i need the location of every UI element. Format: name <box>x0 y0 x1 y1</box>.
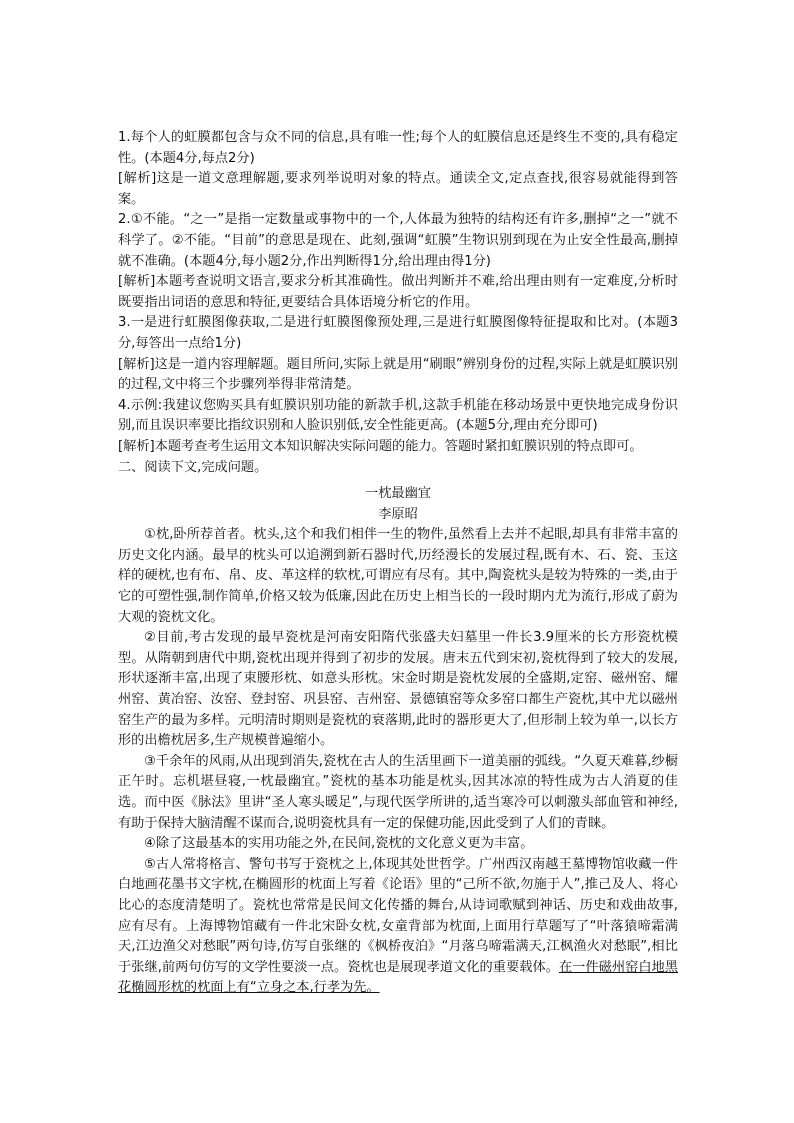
article-paragraph-5-text: ⑤古人常将格言、警句书写于瓷枕之上,体现其处世哲学。广州西汉南越王墓博物馆收藏一件白地画花墨书文字枕,在椭圆形的枕面上写着《论语》里的“己所不欲,勿施于人”,推己及人、将心比心的态度清楚明了。瓷枕也常常是民间文化传播的舞台,从诗词歌赋到神话、历史和戏曲故事,应有尽有。上海博物馆藏有一件北宋卧女枕,女童背部为枕面,上面用行草题写了“叶落猿啼霜满天,江边渔父对愁眠”两句诗,仿写自张继的《枫桥夜泊》“月落乌啼霜满天,江枫渔火对愁眠”,相比于张继,前两句仿写的文学性要淡一点。瓷枕也是展现孝道文化的重要载体。 <box>118 856 678 975</box>
answer-4-analysis: [解析]本题考查考生运用文本知识解决实际问题的能力。答题时紧扣虹膜识别的特点即可。 <box>118 438 643 454</box>
section-heading: 二、阅读下文,完成问题。 <box>118 459 268 475</box>
article-author: 李原昭 <box>378 506 418 522</box>
article-paragraph-5 <box>118 855 678 999</box>
article-title: 一枕最幽宜 <box>365 486 431 502</box>
article-paragraph-1: ①枕,卧所荐首者。枕头,这个和我们相伴一生的物件,虽然看上去并不起眼,却具有非常丰富的历史文化内涵。最早的枕头可以追溯到新石器时代,历经漫长的发展过程,既有木、石、瓷、玉这样的硬枕,也有布、帛、皮、革这样的软枕,可谓应有尽有。其中,陶瓷枕头是较为特殊的一类,由于它的可塑性强,制作简单,价格又较为低廉,因此在历史上相当长的一段时期内尤为流行,形成了蔚为大观的瓷枕文化。 <box>118 527 678 625</box>
answer-4: 4.示例:我建议您购买具有虹膜识别功能的新款手机,这款手机能在移动场景中更快地完成身份识别,而且误识率要比指纹识别和人脸识别低,安全性能更高。(本题5分,理由充分即可) <box>118 397 678 434</box>
article-paragraph-2: ②目前,考古发现的最早瓷枕是河南安阳隋代张盛夫妇墓里一件长3.9厘米的长方形瓷枕模型。从隋朝到唐代中期,瓷枕出现并得到了初步的发展。唐末五代到宋初,瓷枕得到了较大的发展,形状逐渐丰富,出现了束腰形枕、如意头形枕。宋金时期是瓷枕发展的全盛期,定窑、磁州窑、耀州窑、黄冶窑、汝窑、登封窑、巩县窑、吉州窑、景德镇窑等众多窑口都生产瓷枕,其中尤以磁州窑生产的最为多样。元明清时期则是瓷枕的衰落期,此时的器形更大了,但形制上较为单一,以长方形的出檐枕居多,生产规模普遍缩小。 <box>118 630 678 749</box>
answer-3-analysis: [解析]这是一道内容理解题。题目所问,实际上就是用“刷眼”辨别身份的过程,实际上就是虹膜识别的过程,文中将三个步骤列举得非常清楚。 <box>118 356 678 393</box>
answer-1: 1.每个人的虹膜都包含与众不同的信息,具有唯一性;每个人的虹膜信息还是终生不变的,具有稳定性。(本题4分,每点2分) <box>118 130 678 166</box>
answer-3: 3.一是进行虹膜图像获取,二是进行虹膜图像预处理,三是进行虹膜图像特征提取和比对。(本题3分,每答出一点给1分) <box>118 315 678 351</box>
article-paragraph-4: ④除了这最基本的实用功能之外,在民间,瓷枕的文化意义更为丰富。 <box>144 836 534 852</box>
answer-2: 2.①不能。“之一”是指一定数量或事物中的一个,人体最为独特的结构还有许多,删掉“之一”就不科学了。②不能。“目前”的意思是现在、此刻,强调“虹膜”生物识别到现在为止安全性最高,删掉就不准确。(本题4分,每小题2分,作出判断得1分,给出理由得1分) <box>118 212 678 269</box>
answer-2-analysis: [解析]本题考查说明文语言,要求分析其准确性。做出判断并不难,给出理由则有一定难度,分析时既要指出词语的意思和特征,更要结合具体语境分析它的作用。 <box>118 274 678 310</box>
document-body <box>118 128 678 999</box>
article-paragraph-3: ③千余年的风雨,从出现到消失,瓷枕在古人的生活里画下一道美丽的弧线。“久夏天难暮,纱橱正午时。忘机堪昼寝,一枕最幽宜。”瓷枕的基本功能是枕头,因其冰凉的特性成为古人消夏的佳选。而中医《脉法》里讲“圣人寒头暖足”,与现代医学所讲的,适当寒冷可以刺激头部血管和神经,有助于保持大脑清醒不谋而合,说明瓷枕具有一定的保健功能,因此受到了人们的青睐。 <box>118 753 678 831</box>
answer-1-analysis: [解析]这是一道文意理解题,要求列举说明对象的特点。通读全文,定点查找,很容易就能得到答案。 <box>118 171 678 207</box>
underlined-sentence: 在一件磁州窑白地黑花椭圆形枕的枕面上有“立身之本,行孝为先。 <box>118 959 678 996</box>
